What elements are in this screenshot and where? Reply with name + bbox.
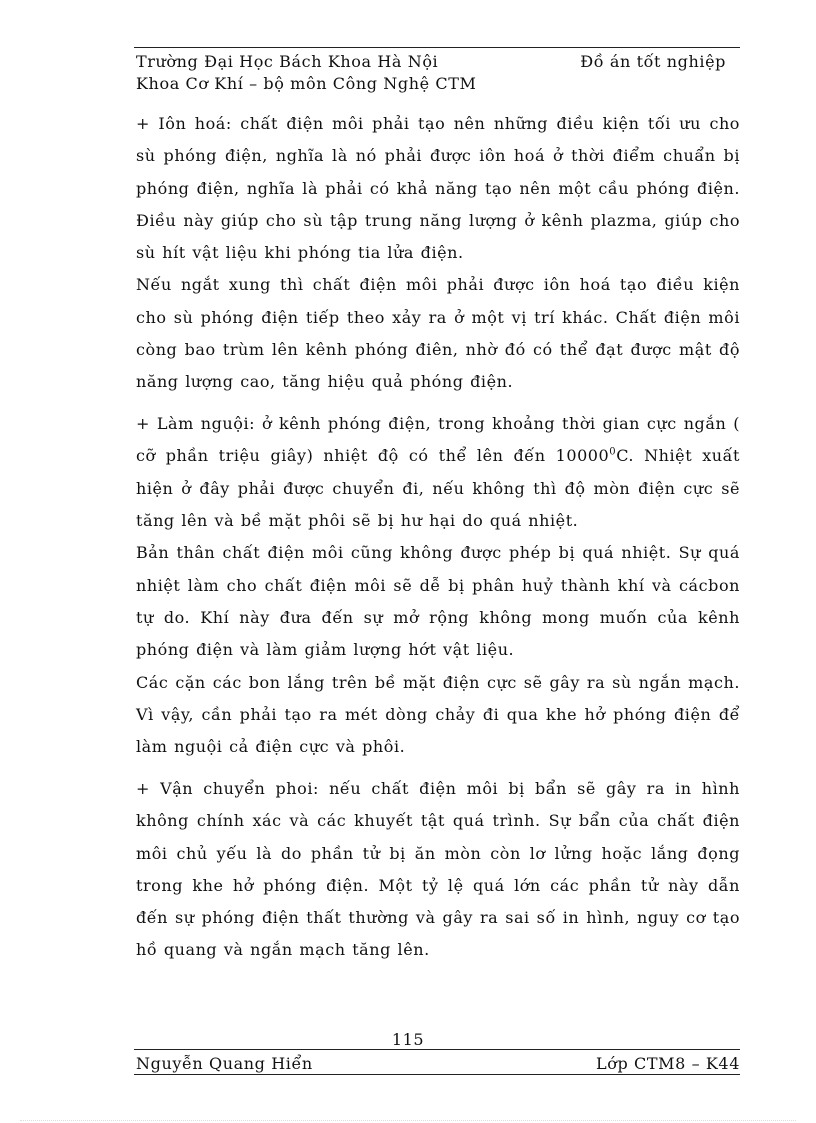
cooling-text: + Làm nguội: ở kênh phóng điện, trong khoảng thời gian cực ngắn ( cỡ phần triệu giây) nhiệt độ có thể lên đến 10000 (136, 414, 740, 466)
header-line-2 (136, 74, 740, 94)
paragraph-ionization: + Iôn hoá: chất điện môi phải tạo nên những điều kiện tối ưu cho sù phóng điện, nghĩa là nó phải được iôn hoá ở thời điểm chuẩn bị phóng điện, nghĩa là phải có khả năng tạo nên một cầu phóng điện. Điều này giúp cho sù tập trung năng lượng ở kênh plazma, giúp cho sù hít vật liệu khi phóng tia lửa điện. (136, 114, 740, 263)
footer (136, 1054, 740, 1074)
page-edge (20, 1120, 796, 1121)
footer-top-rule (134, 1049, 740, 1050)
footer-bottom-rule (134, 1074, 740, 1075)
degree-superscript: 0 (609, 447, 617, 459)
cooling-text-cont: C. Nhiệt xuất hiện ở đây phải được chuyển đi, nếu không thì độ mòn điện cực sẽ tăng lên và bề mặt phôi sẽ bị hư hại do quá nhiệt. (136, 446, 740, 531)
paragraph-overheat: Bản thân chất điện môi cũng không được phép bị quá nhiệt. Sự quá nhiệt làm cho chất điện môi sẽ dễ bị phân huỷ thành khí và cácbon tự do. Khí này đưa đến sự mở rộng không mong muốn của kênh phóng điện và làm giảm lượng hớt vật liệu. (136, 543, 740, 660)
paragraph-carbon-deposit: Các cặn các bon lắng trên bề mặt điện cực sẽ gây ra sù ngắn mạch. Vì vậy, cần phải tạo ra mét dòng chảy đi qua khe hở phóng điện để làm nguội cả điện cực và phôi. (136, 672, 740, 757)
class-name: Lớp CTM8 – K44 (596, 1054, 740, 1073)
page-number: 115 (391, 1030, 425, 1049)
header-top-rule (134, 47, 740, 48)
paragraph-chip-transport: + Vận chuyển phoi: nếu chất điện môi bị bẩn sẽ gây ra in hình không chính xác và các khuyết tật quá trình. Sự bẩn của chất điện môi chủ yếu là do phần tử bị ăn mòn còn lơ lửng hoặc lắng đọng trong khe hở phóng điện. Một tỷ lệ quá lớn các phần tử này dẫn đến sự phóng điện thất thường và gây ra sai số in hình, nguy cơ tạo hồ quang và ngắn mạch tăng lên. (136, 778, 740, 960)
header-line-1 (136, 52, 740, 72)
university-name: Trường Đại Học Bách Khoa Hà Nội (136, 52, 439, 71)
author-name: Nguyễn Quang Hiển (136, 1054, 313, 1073)
page-body (136, 108, 740, 967)
faculty-name: Khoa Cơ Khí – bộ môn Công Nghệ CTM (136, 74, 477, 93)
document-type: Đồ án tốt nghiệp (580, 52, 726, 71)
paragraph-pulse-interrupt: Nếu ngắt xung thì chất điện môi phải được iôn hoá tạo điều kiện cho sù phóng điện tiếp theo xảy ra ở một vị trí khác. Chất điện môi còng bao trùm lên kênh phóng điên, nhờ đó có thể đạt được mật độ năng lượng cao, tăng hiệu quả phóng điện. (136, 275, 740, 392)
paragraph-cooling (136, 408, 740, 537)
